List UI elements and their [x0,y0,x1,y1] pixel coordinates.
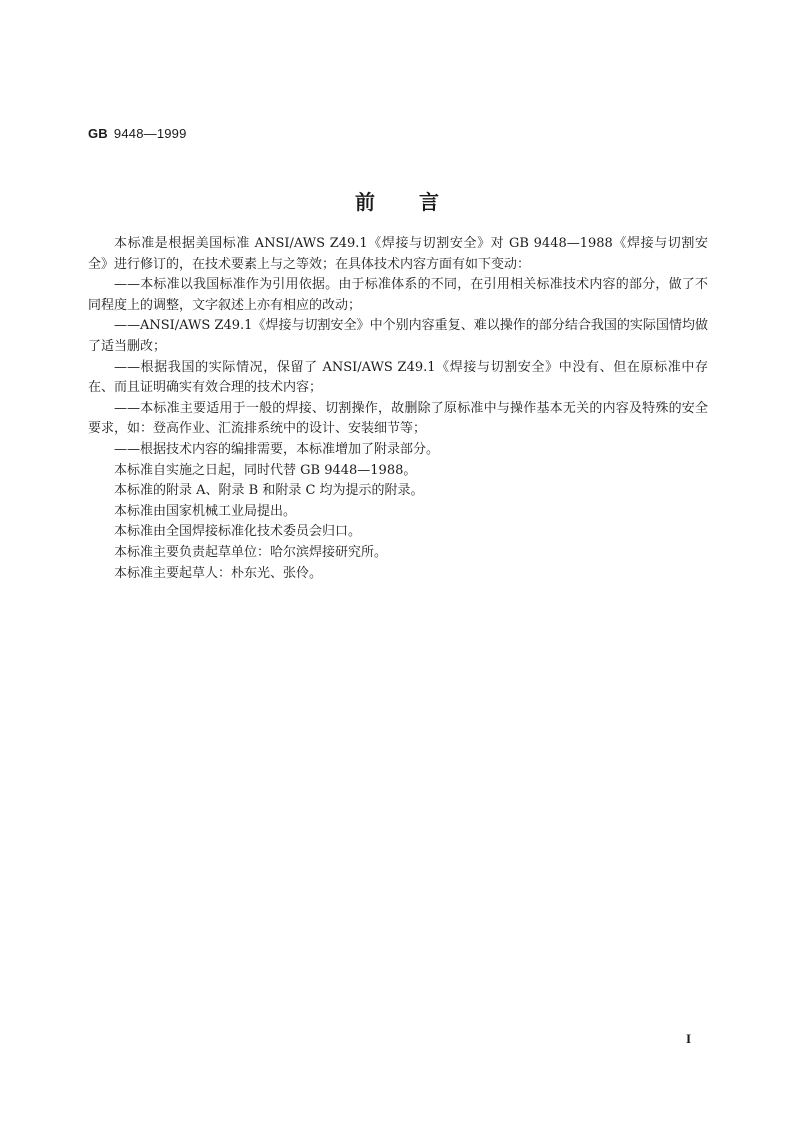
paragraph: ——根据我国的实际情况，保留了 ANSI/AWS Z49.1《焊接与切割安全》中没有、但在原标准中存在、而且证明确实有效合理的技术内容； [88,359,708,396]
page-number: I [686,1031,692,1046]
paragraph: 本标准的附录 A、附录 B 和附录 C 均为提示的附录。 [114,483,424,499]
standard-prefix: GB [88,126,108,141]
paragraph: 本标准自实施之日起，同时代替 GB 9448—1988。 [114,462,417,478]
standard-number: 9448—1999 [113,126,187,141]
paragraph: 本标准主要负责起草单位：哈尔滨焊接研究所。 [114,544,388,560]
paragraph: ——ANSI/AWS Z49.1《焊接与切割安全》中个别内容重复、难以操作的部分结合我国的实际国情均做了适当删改； [88,318,708,354]
page-title: 前言 [355,190,483,214]
paragraph: 本标准由国家机械工业局提出。 [114,503,297,519]
paragraph: 本标准是根据美国标准 ANSI/AWS Z49.1《焊接与切割安全》对 GB 9448—1988《焊接与切割安全》进行修订的，在技术要素上与之等效；在具体技术内容方面有如下变动： [88,236,708,272]
paragraph: 本标准由全国焊接标准化技术委员会归口。 [114,524,362,540]
paragraph: 本标准主要起草人：朴东光、张伶。 [114,565,323,581]
foreword-body [88,234,708,584]
document-header [88,126,187,141]
paragraph: ——根据技术内容的编排需要，本标准增加了附录部分。 [114,441,440,457]
paragraph: ——本标准主要适用于一般的焊接、切割操作，故删除了原标准中与操作基本无关的内容及特殊的安全要求，如：登高作业、汇流排系统中的设计、安装细节等； [88,400,708,437]
paragraph: ——本标准以我国标准作为引用依据。由于标准体系的不同，在引用相关标准技术内容的部分，做了不同程度上的调整，文字叙述上亦有相应的改动； [88,277,708,313]
